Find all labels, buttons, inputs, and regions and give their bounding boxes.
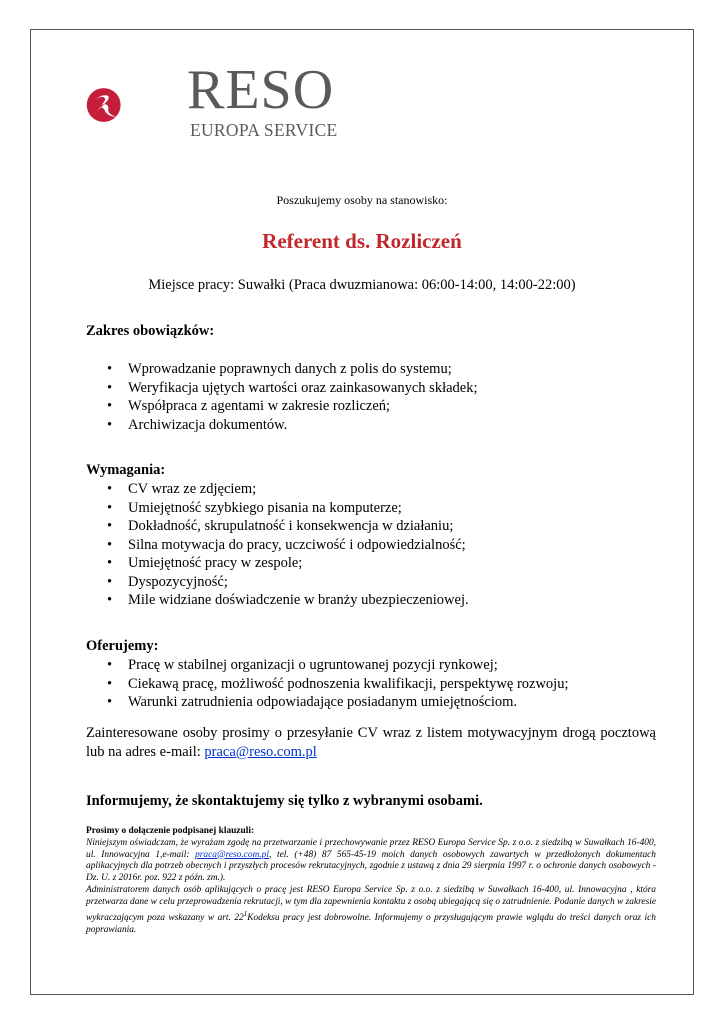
offer-list <box>86 656 569 712</box>
list-item: • Współpraca z agentami w zakresie rozliczeń; <box>86 397 478 416</box>
list-item: • Mile widziane doświadczenie w branży ubezpieczeniowej. <box>86 591 469 610</box>
clause-block <box>86 826 656 936</box>
apply-email-link[interactable]: praca@reso.com.pl <box>204 743 317 760</box>
list-item: • Wprowadzanie poprawnych danych z polis do systemu; <box>86 360 478 379</box>
work-place: Miejsce pracy: Suwałki (Praca dwuzmianowa: 06:00-14:00, 14:00-22:00) <box>148 277 576 293</box>
clause-admin-text: Administratorem danych osób aplikujących o pracę jest RESO Europa Service Sp. z o.o. z siedzibą w Suwałkach 16-400, ul. Innowacyjna , która przetwarza dane w celu przeprowadzenia rekrutacji, w tym dla zapewnienia kontaktu z osobą ubiegającą się o zatrudnienie. Podanie danych w zakresie wykraczającym poza wskazany w art. 22 <box>86 884 656 923</box>
list-item: • Ciekawą pracę, możliwość podnoszenia kwalifikacji, perspektywę rozwoju; <box>86 675 569 694</box>
list-item: • Dyspozycyjność; <box>86 573 469 592</box>
list-item: • Umiejętność pracy w zespole; <box>86 554 469 573</box>
duties-list <box>86 360 478 434</box>
list-item: • Dokładność, skrupulatność i konsekwencja w działaniu; <box>86 517 469 536</box>
offer-heading: Oferujemy: <box>86 638 159 654</box>
logo-brand: RESO <box>187 59 335 121</box>
list-item: • Silna motywacja do pracy, uczciwość i odpowiedzialność; <box>86 536 469 555</box>
list-item: • Pracę w stabilnej organizacji o ugruntowanej pozycji rynkowej; <box>86 656 569 675</box>
job-title: Referent ds. Rozliczeń <box>262 229 462 253</box>
clause-consent <box>86 838 656 885</box>
clause-admin-text-2: Kodeksu pracy jest dobrowolne. Informujemy o przysługującym prawie wglądu do treści danych oraz ich poprawiania. <box>86 912 656 935</box>
clause-consent-text: Niniejszym oświadczam, że wyrażam zgodę na przetwarzanie i przechowywanie przez RESO Europa Service Sp. z o.o. z siedzibą w Suwałkach 16-400, ul. Innowacyjna 1,e-mail: <box>86 837 656 860</box>
list-item: • Umiejętność szybkiego pisania na komputerze; <box>86 499 469 518</box>
requirements-heading: Wymagania: <box>86 462 166 478</box>
inform-text: Informujemy, że skontaktujemy się tylko z wybranymi osobami. <box>86 793 483 809</box>
clause-consent-text-2: , tel. (+48) 87 565-45-19 moich danych osobowych zawartych w przedłożonych dokumentach aplikacyjnych dla potrzeb obecnych i przyszłych procesów rekrutacyjnych, zgodnie z ustawą z dnia 29 sierpnia 1997 r. o ochronie danych osobowych - Dz. U. z 2016r. poz. 922 z późn. zm.). <box>86 849 656 884</box>
apply-text: Zainteresowane osoby prosimy o przesyłanie CV wraz z listem motywacyjnym drogą pocztową lub na adres e-mail: <box>86 725 656 760</box>
clause-admin <box>86 885 656 936</box>
clause-email-link[interactable]: praca@reso.com.pl <box>195 849 269 860</box>
requirements-list <box>86 480 469 610</box>
list-item: • Weryfikacja ujętych wartości oraz zainkasowanych składek; <box>86 379 478 398</box>
reso-logo-icon <box>86 60 186 150</box>
clause-admin-sup: 1 <box>243 909 248 918</box>
logo-subtitle: EUROPA SERVICE <box>190 120 338 140</box>
apply-paragraph <box>86 724 656 761</box>
duties-heading: Zakres obowiązków: <box>86 323 215 339</box>
clause-heading: Prosimy o dołączenie podpisanej klauzuli: <box>86 826 255 836</box>
list-item: • CV wraz ze zdjęciem; <box>86 480 469 499</box>
list-item: • Warunki zatrudnienia odpowiadające posiadanym umiejętnościom. <box>86 693 569 712</box>
intro-text: Poszukujemy osoby na stanowisko: <box>276 193 448 207</box>
list-item: • Archiwizacja dokumentów. <box>86 416 478 435</box>
